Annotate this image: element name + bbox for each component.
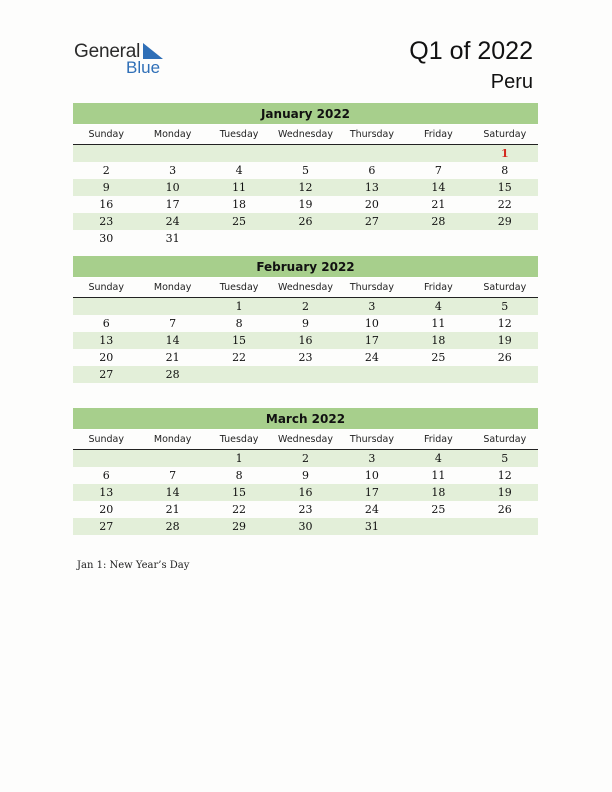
day-cell: 5	[501, 300, 509, 313]
day-cell: 24	[364, 351, 379, 364]
day-cell: 9	[301, 317, 309, 330]
month-header: January 2022	[73, 103, 538, 124]
day-cell: 28	[431, 215, 446, 228]
day-cell: 17	[364, 486, 379, 499]
month-header: March 2022	[73, 408, 538, 429]
day-cell: 29	[497, 215, 512, 228]
day-cell: 14	[165, 334, 180, 347]
day-cell: 3	[368, 300, 376, 313]
weekday-label: Saturday	[483, 129, 527, 140]
week-row	[73, 518, 538, 535]
week-row	[73, 298, 538, 315]
day-cell: 1	[235, 452, 243, 465]
week-row	[73, 349, 538, 366]
month-calendar-february	[73, 256, 538, 383]
day-cell: 21	[431, 198, 446, 211]
day-cell: 28	[165, 520, 180, 533]
day-cell: 6	[102, 469, 110, 482]
weekday-label: Thursday	[349, 282, 395, 293]
day-cell: 27	[99, 520, 114, 533]
day-cell: 13	[364, 181, 379, 194]
day-cell: 13	[99, 486, 114, 499]
day-cell: 17	[364, 334, 379, 347]
day-cell: 18	[431, 486, 446, 499]
day-cell: 13	[99, 334, 114, 347]
weekday-header-row	[73, 124, 538, 145]
day-cell: 14	[431, 181, 446, 194]
month-header: February 2022	[73, 256, 538, 277]
week-row	[73, 213, 538, 230]
weekday-label: Wednesday	[277, 129, 333, 140]
day-cell: 15	[497, 181, 512, 194]
day-cell: 9	[301, 469, 309, 482]
day-cell: 26	[497, 503, 512, 516]
weekday-label: Saturday	[483, 282, 527, 293]
day-cell: 19	[298, 198, 313, 211]
week-row	[73, 450, 538, 467]
day-cell: 20	[99, 351, 114, 364]
weekday-label: Sunday	[88, 434, 124, 445]
day-cell: 1	[235, 300, 243, 313]
day-cell: 21	[165, 351, 180, 364]
day-cell: 7	[169, 317, 177, 330]
weekday-label: Monday	[153, 129, 192, 140]
day-cell: 15	[232, 334, 247, 347]
generalblue-logo	[74, 41, 184, 81]
country-name: Peru	[490, 71, 533, 93]
day-cell: 16	[298, 334, 313, 347]
weekday-label: Thursday	[349, 434, 395, 445]
day-cell: 2	[301, 300, 309, 313]
day-cell: 22	[497, 198, 512, 211]
week-row	[73, 196, 538, 213]
day-cell: 16	[298, 486, 313, 499]
day-cell: 24	[165, 215, 180, 228]
day-cell: 8	[501, 164, 509, 177]
month-weeks	[73, 145, 538, 247]
day-cell: 22	[232, 351, 247, 364]
weekday-label: Friday	[423, 282, 453, 293]
day-cell: 4	[434, 300, 442, 313]
week-row	[73, 332, 538, 349]
day-cell: 30	[298, 520, 313, 533]
weekday-label: Monday	[153, 282, 192, 293]
weekday-label: Wednesday	[277, 282, 333, 293]
day-cell: 15	[232, 486, 247, 499]
day-cell: 21	[165, 503, 180, 516]
day-cell: 12	[497, 317, 512, 330]
day-cell: 24	[364, 503, 379, 516]
weekday-label: Tuesday	[219, 129, 259, 140]
month-calendar-january	[73, 103, 538, 247]
logo-triangle-icon	[141, 43, 163, 59]
day-cell: 8	[235, 469, 243, 482]
day-cell: 20	[99, 503, 114, 516]
day-cell: 9	[102, 181, 110, 194]
weekday-label: Saturday	[483, 434, 527, 445]
week-row	[73, 315, 538, 332]
logo-blue-text: Blue	[126, 58, 161, 77]
day-cell: 10	[364, 317, 379, 330]
weekday-label: Sunday	[88, 129, 124, 140]
day-cell: 4	[434, 452, 442, 465]
day-cell: 28	[165, 368, 180, 381]
weekday-label: Sunday	[88, 282, 124, 293]
weekday-header-row	[73, 277, 538, 298]
day-cell: 10	[165, 181, 180, 194]
day-cell: 26	[298, 215, 313, 228]
weekday-label: Friday	[423, 129, 453, 140]
week-row	[73, 484, 538, 501]
day-cell: 7	[434, 164, 442, 177]
day-cell: 12	[298, 181, 313, 194]
day-cell: 11	[431, 317, 446, 330]
day-cell: 7	[169, 469, 177, 482]
day-cell: 3	[368, 452, 376, 465]
weekday-label: Tuesday	[219, 282, 259, 293]
day-cell: 2	[102, 164, 110, 177]
day-cell: 23	[298, 503, 313, 516]
week-row	[73, 145, 538, 162]
day-cell: 20	[364, 198, 379, 211]
logo-general-text: General	[74, 41, 141, 62]
day-cell: 29	[232, 520, 247, 533]
month-weeks	[73, 298, 538, 383]
day-cell: 5	[301, 164, 309, 177]
day-cell: 10	[364, 469, 379, 482]
day-cell: 23	[298, 351, 313, 364]
day-cell: 19	[497, 486, 512, 499]
day-cell: 1	[500, 147, 509, 160]
week-row	[73, 162, 538, 179]
day-cell: 11	[232, 181, 247, 194]
day-cell: 16	[99, 198, 114, 211]
day-cell: 4	[235, 164, 243, 177]
day-cell: 25	[232, 215, 247, 228]
day-cell: 25	[431, 503, 446, 516]
day-cell: 31	[364, 520, 379, 533]
day-cell: 5	[501, 452, 509, 465]
day-cell: 6	[102, 317, 110, 330]
month-calendar-march	[73, 408, 538, 535]
day-cell: 27	[364, 215, 379, 228]
holiday-note: Jan 1: New Year’s Day	[77, 560, 190, 571]
weekday-label: Friday	[423, 434, 453, 445]
day-cell: 31	[165, 232, 180, 245]
day-cell: 12	[497, 469, 512, 482]
day-cell: 23	[99, 215, 114, 228]
day-cell: 25	[431, 351, 446, 364]
day-cell: 3	[169, 164, 177, 177]
day-cell: 19	[497, 334, 512, 347]
day-cell: 18	[232, 198, 247, 211]
month-weeks	[73, 450, 538, 535]
week-row	[73, 179, 538, 196]
weekday-label: Thursday	[349, 129, 395, 140]
week-row	[73, 366, 538, 383]
day-cell: 18	[431, 334, 446, 347]
day-cell: 30	[99, 232, 114, 245]
day-cell: 6	[368, 164, 376, 177]
weekday-label: Monday	[153, 434, 192, 445]
day-cell: 8	[235, 317, 243, 330]
weekday-label: Tuesday	[219, 434, 259, 445]
week-row	[73, 467, 538, 484]
week-row	[73, 230, 538, 247]
day-cell: 2	[301, 452, 309, 465]
holiday-notes	[77, 560, 189, 571]
day-cell: 22	[232, 503, 247, 516]
day-cell: 11	[431, 469, 446, 482]
weekday-header-row	[73, 429, 538, 450]
day-cell: 17	[165, 198, 180, 211]
page-title: Q1 of 2022	[409, 37, 533, 65]
day-cell: 26	[497, 351, 512, 364]
weekday-label: Wednesday	[277, 434, 333, 445]
day-cell: 27	[99, 368, 114, 381]
day-cell: 14	[165, 486, 180, 499]
week-row	[73, 501, 538, 518]
